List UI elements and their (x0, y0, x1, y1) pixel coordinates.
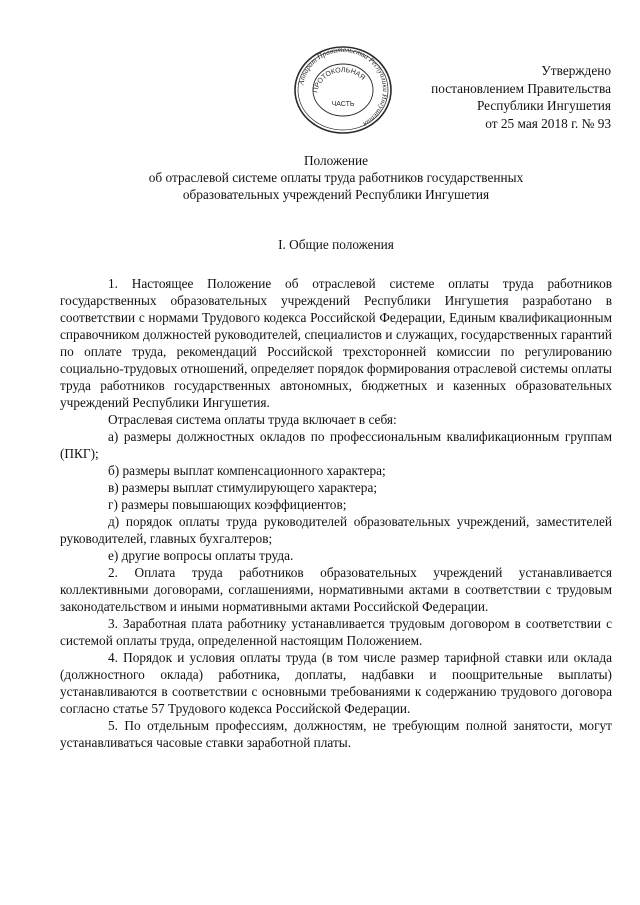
svg-text:ЧАСТЬ: ЧАСТЬ (331, 101, 355, 108)
list-item-g: г) размеры повышающих коэффициентов; (108, 497, 347, 512)
paragraph-system-includes: Отраслевая система оплаты труда включает в себя: (108, 412, 397, 427)
paragraph-3: 3. Заработная плата работнику устанавливается трудовым договором в соответствии с системой оплаты труда, определенной настоящим Положением. (60, 616, 612, 648)
approval-line-resolution: постановлением Правительства (431, 80, 611, 96)
svg-text:ПРОТОКОЛЬНАЯ: ПРОТОКОЛЬНАЯ (312, 66, 367, 94)
list-item-d: д) порядок оплаты труда руководителей образовательных учреждений, заместителей руководителей, главных бухгалтеров; (60, 514, 612, 546)
list-item-a: а) размеры должностных окладов по профессиональным квалификационным группам (ПКГ); (60, 429, 612, 461)
title-line-2: об отраслевой системе оплаты труда работников государственных (148, 170, 524, 185)
list-item-e: е) другие вопросы оплаты труда. (108, 548, 294, 563)
list-item-v: в) размеры выплат стимулирующего характера; (108, 480, 378, 495)
section-heading: I. Общие положения (278, 237, 394, 252)
paragraph-1: 1. Настоящее Положение об отраслевой системе оплаты труда работников государственных образовательных учреждений Республики Ингушетия разработано в соответствии с нормами Трудового кодекса Российской Федерации, Единым квалификационным справочником должностей руководителей, специалистов и служащих, государственных гарантий по оплате труда, рекомендаций Российской трехсторонней комиссии по регулированию социально-трудовых отношений, определяет порядок формирования отраслевой системы оплаты труда работников государственных автономных, бюджетных и казенных образовательных учреждений Республики Ингушетия. (60, 276, 612, 410)
svg-text:Аппарат Правительства Республи: Аппарат Правительства Республики Ингушетия (296, 44, 391, 130)
approval-line-date: от 25 мая 2018 г. № 93 (485, 115, 611, 131)
title-line-1: Положение (303, 153, 369, 168)
list-item-b: б) размеры выплат компенсационного характера; (108, 463, 386, 478)
paragraph-5: 5. По отдельным профессиям, должностям, не требующим полной занятости, могут устанавливаться часовые ставки заработной платы. (60, 718, 612, 750)
approval-line-approved: Утверждено (541, 63, 611, 78)
paragraph-4: 4. Порядок и условия оплаты труда (в том числе размер тарифной ставки или оклада (должностного оклада) работника, доплаты, надбавки и поощрительные выплаты) устанавливаются в соответствии с основными требованиями к содержанию трудового договора согласно статье 57 Трудового кодекса Российской Федерации. (60, 650, 612, 716)
document-title (60, 152, 612, 203)
paragraph-2: 2. Оплата труда работников образовательных учреждений устанавливается коллективными договорами, соглашениями, нормативными актами в соответствии с трудовым законодательством и иными нормативными актами Российской Федерации. (60, 565, 612, 614)
document-body (60, 275, 612, 751)
approval-block (431, 62, 611, 132)
official-seal-stamp (289, 44, 397, 136)
title-line-3: образовательных учреждений Республики Ингушетия (182, 187, 490, 202)
approval-line-republic: Республики Ингушетия (476, 98, 611, 113)
